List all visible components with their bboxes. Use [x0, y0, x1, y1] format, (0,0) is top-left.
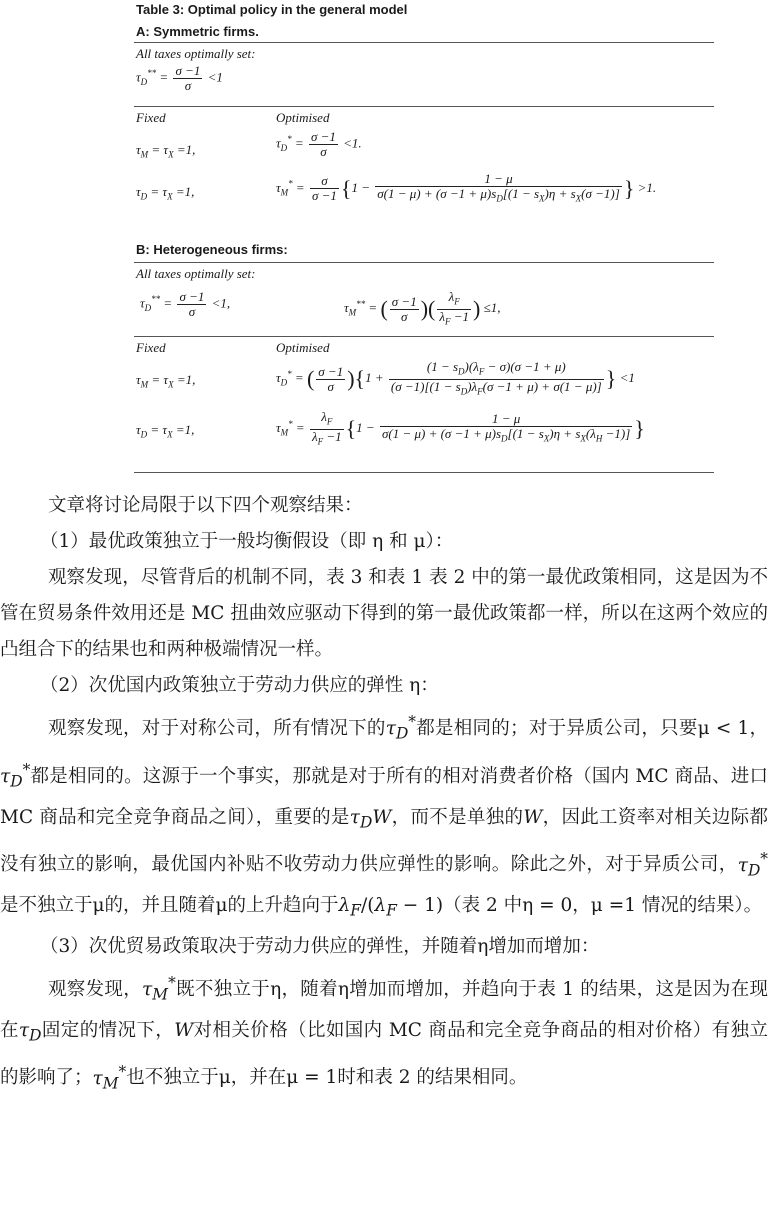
panel-b-fixed-2: $\tau_D = \tau_X =1$, [136, 422, 195, 440]
rule [134, 336, 714, 337]
panel-a-opt-1: $\tau_D^*$ = $\frac{\sigma -1}{\sigma}$ <1. [276, 129, 362, 159]
panel-b-eq-tauD-star2: $\tau_D^{**}$ = $\frac{\sigma -1}{\sigma}$ <1, [140, 289, 231, 319]
paragraph-heading-2: （2）次优国内政策独立于劳动力供应的弹性 η： [40, 675, 439, 696]
rule [134, 472, 714, 473]
panel-b-opt-2: $\tau_M^*$ = $\frac{\lambda_F}{\lambda_F -1}$ {1 − $\frac{1 - \mu}{\sigma(1 - \mu) + (\sigma -1 + \mu)s_D[(1 - s_X)\eta + s_X(\lambda_H -1)]}$ } [276, 409, 645, 447]
panel-b-all-taxes: All taxes optimally set: [136, 266, 256, 281]
panel-b-fixed-1: $\tau_M = \tau_X =1$, [136, 372, 196, 390]
rule [134, 106, 714, 107]
paragraph-heading-1: （1）最优政策独立于一般均衡假设（即 η 和 μ）： [40, 531, 454, 552]
panel-a-opt-2: $\tau_M^*$ = $\frac{\sigma}{\sigma -1}$ {1 − $\frac{1 - \mu}{\sigma(1 - \mu) + (\sigma -1 + \mu)s_D[(1 - s_X)\eta + s_X(\sigma -1)]}$ } >1. [276, 171, 657, 204]
policy-table [0, 0, 768, 480]
panel-a-fixed-1: $\tau_M = \tau_X =1$, [136, 142, 196, 160]
table-title: Table 3: Optimal policy in the general model [136, 2, 408, 17]
rule [134, 42, 714, 43]
rule [134, 262, 714, 263]
paragraph-heading-3: （3）次优贸易政策取决于劳动力供应的弹性，并随着η增加而增加： [40, 935, 600, 957]
paragraph-intro: 文章将讨论局限于以下四个观察结果： [48, 495, 363, 516]
panel-a-all-taxes: All taxes optimally set: [136, 46, 256, 61]
paragraph-1: 观察发现，尽管背后的机制不同，表 3 和表 1 表 2 中的第一最优政策相同，这是因为不管在贸易条件效用还是 MC 扭曲效应驱动下得到的第一最优政策都一样，所以在这两个效应的凸组合下的结果也和两种极端情况一样。 [0, 567, 768, 660]
paragraph-2: 观察发现，对于对称公司，所有情况下的$\tau_D^*$都是相同的；对于异质公司，只要μ < 1，$\tau_D^*$都是相同的。这源于一个事实，那就是对于所有的相对消费者价格（国内 MC 商品、进口 MC 商品和完全竞争商品之间），重要的是$\tau_DW$，而不是单独的W，因此工资率对相关边际都没有独立的影响，最优国内补贴不收劳动力供应弹性的影响。除此之外，对于异质公司，$\tau_D^*$是不独立于μ的，并且随着μ的上升趋向于$\lambda_F/(\lambda_F - 1)$（表 2 中η = 0，μ =1 情况的结果）。 [0, 713, 768, 920]
panel-b-eq-tauM-star2: $\tau_M^{**}$ = ( $\frac{\sigma -1}{\sigma}$ )( $\frac{\lambda_F}{\lambda_F -1}$ ) ≤1, [344, 289, 501, 327]
panel-b-opt-1: $\tau_D^*$ = ( $\frac{\sigma -1}{\sigma}$ ){1 + $\frac{(1 - s_D)(\lambda_F - \sigma)(\sigma -1 + \mu)}{(\sigma -1)[(1 - s_D)\lambda_F(\sigma -1 + \mu) + \sigma(1 - \mu)]}$ } <1 [276, 359, 635, 397]
panel-a-fixed-2: $\tau_D = \tau_X =1$, [136, 184, 195, 202]
panel-b-fixed: Fixed [136, 340, 166, 355]
panel-a-eq-tauD-star2: $\tau_D^{**}$ = $\frac{\sigma -1}{\sigma}$ <1 [136, 63, 223, 93]
panel-b-optimised: Optimised [276, 340, 330, 355]
panel-b-heading: B: Heterogeneous firms: [136, 242, 288, 257]
panel-a-heading: A: Symmetric firms. [136, 24, 259, 39]
body-text [0, 488, 768, 1101]
panel-a-optimised: Optimised [276, 110, 330, 125]
paragraph-3: 观察发现，$\tau_M^*$既不独立于η，随着η增加而增加，并趋向于表 1 的结果，这是因为在现在$\tau_D$固定的情况下，W对相关价格（比如国内 MC 商品和完全竞争商品的相对价格）有独立的影响了；$\tau_M^*$也不独立于μ，并在μ = 1时和表 2 的结果相同。 [0, 973, 768, 1093]
panel-a-fixed: Fixed [136, 110, 166, 125]
